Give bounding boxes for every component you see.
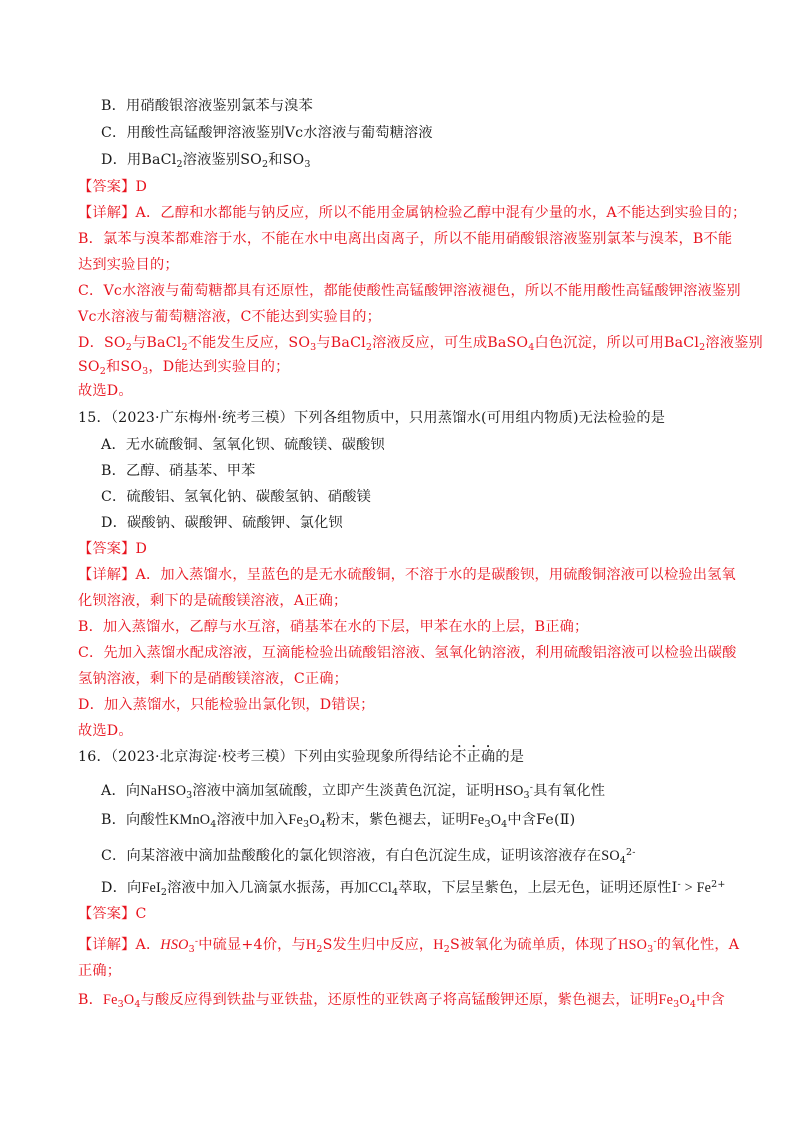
q16-answer: 【答案】C bbox=[78, 906, 147, 922]
emphasis-dot-char: 确 bbox=[481, 749, 496, 765]
q15-stem: 15．（2023·广东梅州·统考三模）下列各组物质中，只用蒸馏水(可用组内物质)无法检验的是 bbox=[78, 410, 666, 426]
q14-explain-line: C．Vc水溶液与葡萄糖都具有还原性，都能使酸性高锰酸钾溶液褪色，所以不能用酸性高锰酸钾溶液鉴别 bbox=[78, 283, 741, 299]
q16-explain-line: B．$Fe_3O_4$与酸反应得到铁盐与亚铁盐，还原性的亚铁离子将高锰酸钾还原，紫色褪去，证明$Fe_3O_4$中含 bbox=[78, 992, 725, 1010]
q14-explain-line: 【详解】A．乙醇和水都能与钠反应，所以不能用金属钠检验乙醇中混有少量的水，A不能达到实验目的； bbox=[78, 205, 747, 221]
q14-option-b: B．用硝酸银溶液鉴别氯苯与溴苯 bbox=[101, 98, 314, 114]
q14-explain-line: $SO_2$和$SO_3$，D能达到实验目的； bbox=[78, 359, 290, 377]
q15-choose: 故选D。 bbox=[78, 723, 133, 739]
q14-explain-line: Vc水溶液与葡萄糖溶液，C不能达到实验目的； bbox=[78, 309, 382, 325]
q16-option-d: D．向FeI$_2$溶液中加入几滴氯水振荡，再加CCl$_4$萃取，下层呈紫色，上层无色，证明还原性$I^- > Fe^{2+}$ bbox=[101, 879, 726, 898]
q16-explain-line: 【详解】A．$HSO_3^-$中硫显+4价，与$H_2S$发生归中反应，$H_2S$被氧化为硫单质，体现了$HSO_3^-$的氧化性，A bbox=[78, 936, 740, 955]
q15-explain-line: 化钡溶液，剩下的是硫酸镁溶液，A正确； bbox=[78, 593, 348, 609]
q16-option-b: B．向酸性KMnO$_4$溶液中加入$Fe_3O_4$粉末，紫色褪去，证明$Fe_3O_4$中含Fe(Ⅱ) bbox=[101, 812, 576, 830]
emphasis-dot-char: 不 bbox=[452, 749, 467, 765]
q14-choose: 故选D。 bbox=[78, 383, 133, 399]
q15-answer: 【答案】D bbox=[78, 541, 148, 557]
q15-explain-line: C．先加入蒸馏水配成溶液，互滴能检验出硫酸铝溶液、氢氧化钠溶液，利用硫酸铝溶液可以检验出碳酸 bbox=[78, 645, 737, 661]
q15-explain-line: 氢钠溶液，剩下的是硝酸镁溶液，C正确； bbox=[78, 671, 349, 687]
emphasis-dot-char: 正 bbox=[466, 749, 481, 765]
q14-explain-line: D．$SO_2$与BaCl$_2$不能发生反应，$SO_3$与BaCl$_2$溶液反应，可生成BaSO$_4$白色沉淀，所以可用BaCl$_2$溶液鉴别 bbox=[78, 335, 763, 353]
q15-explain-line: 【详解】A．加入蒸馏水，呈蓝色的是无水硫酸铜，不溶于水的是碳酸钡，用硫酸铜溶液可以检验出氢氧 bbox=[78, 567, 736, 583]
q14-explain-line: B．氯苯与溴苯都难溶于水，不能在水中电离出卤离子，所以不能用硝酸银溶液鉴别氯苯与溴苯，B不能 bbox=[78, 231, 733, 247]
q14-option-c: C．用酸性高锰酸钾溶液鉴别Vc水溶液与葡萄糖溶液 bbox=[101, 125, 433, 141]
q16-option-c: C．向某溶液中滴加盐酸酸化的氯化钡溶液，有白色沉淀生成，证明该溶液存在$SO_4^{2-}$ bbox=[101, 847, 636, 866]
q15-explain-line: B．加入蒸馏水，乙醇与水互溶，硝基苯在水的下层，甲苯在水的上层，B正确； bbox=[78, 619, 589, 635]
q15-option-b: B．乙醇、硝基苯、甲苯 bbox=[101, 463, 256, 479]
q14-explain-line: 达到实验目的； bbox=[78, 257, 179, 273]
q14-answer: 【答案】D bbox=[78, 179, 148, 195]
q15-option-c: C．硫酸铝、氢氧化钠、碳酸氢钠、硝酸镁 bbox=[101, 489, 372, 505]
q15-explain-line: D．加入蒸馏水，只能检验出氯化钡，D错误； bbox=[78, 697, 375, 713]
q14-option-d: D．用BaCl$_2$溶液鉴别$SO_2$和$SO_3$ bbox=[101, 152, 311, 170]
q16-explain-line: 正确； bbox=[78, 963, 122, 979]
q15-option-d: D．碳酸钠、碳酸钾、硫酸钾、氯化钡 bbox=[101, 515, 343, 531]
q16-stem: 16．（2023·北京海淀·校考三模）下列由实验现象所得结论不正确的是 bbox=[78, 749, 525, 765]
q15-option-a: A．无水硫酸铜、氢氧化钡、硫酸镁、碳酸钡 bbox=[101, 437, 385, 453]
q16-option-a: A．向NaHSO$_3$溶液中滴加氢硫酸，立即产生淡黄色沉淀，证明$HSO_3^-$具有氧化性 bbox=[101, 782, 606, 801]
